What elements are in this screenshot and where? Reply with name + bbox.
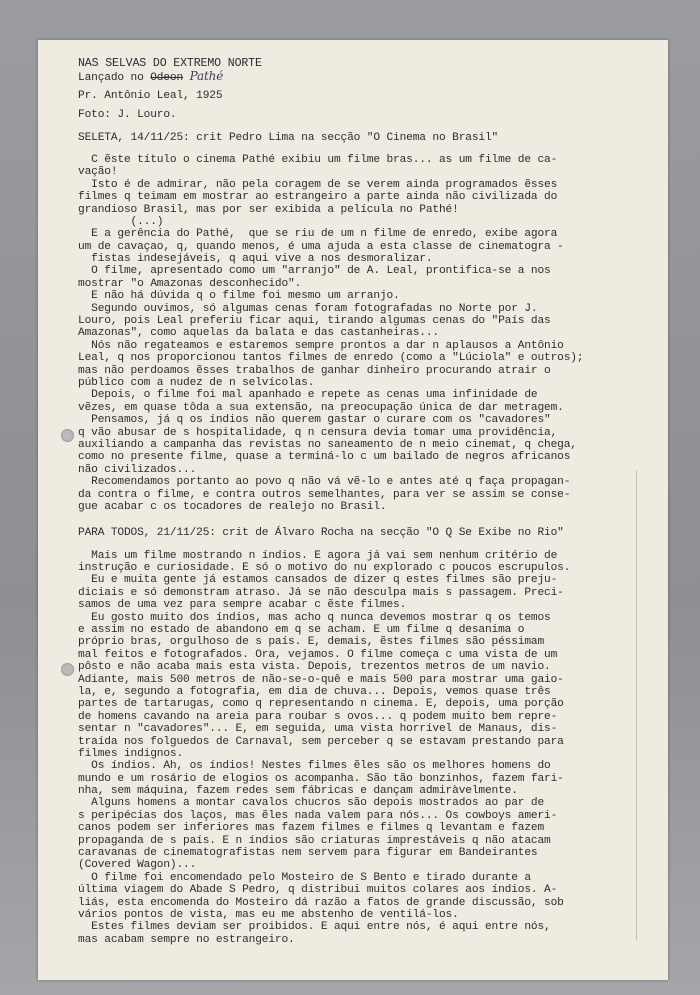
text-line: vẽzes, em quase tôda a sua extensão, na preocupação única de dar metragem.: [78, 401, 564, 414]
launch-line: [78, 69, 658, 85]
text-line: próprio bras, orgulhoso de s país. E, demais, ẽstes filmes são péssimam: [78, 636, 545, 649]
text-line: Leal, q nos proporcionou tantos filmes de enredo (como a "Lúciola" e outros);: [78, 352, 584, 365]
text-line: samos de uma vez para sempre acabar c ẽste filmes.: [78, 599, 407, 612]
text-line: Isto é de admirar, não pela coragem de se verem ainda programados ẽsses: [78, 178, 558, 191]
text-line: propaganda de s país. E n índios são criaturas imprestáveis q não atacam: [78, 834, 551, 847]
text-line: O filme foi encomendado pelo Mosteiro de S Bento e tirado durante a: [78, 871, 531, 884]
text-line: Eu gosto muito dos índios, mas acho q nunca devemos mostrar q os temos: [78, 611, 551, 624]
struck-text: Odeon: [150, 72, 184, 85]
text-line: O filme, apresentado como um "arranjo" de A. Leal, prontifica-se a nos: [78, 265, 551, 278]
text-line: grandioso Brasil, mas por ser exibida a película no Pathé!: [78, 203, 459, 216]
text-line: liás, esta encomenda do Mosteiro dá razão a fatos de grande discussão, sob: [78, 896, 564, 909]
text-line: filmes indignos.: [78, 747, 184, 760]
text-line: Recomendamos portanto ao povo q não vá vẽ-lo e antes até q faça propagan-: [78, 476, 571, 489]
text-line: Segundo ouvimos, só algumas cenas foram fotografadas no Norte por J.: [78, 302, 538, 315]
launch-prefix: Lançado no: [78, 72, 151, 85]
text-line: vários pontos de vista, mas eu me abstenho de ventilá-los.: [78, 909, 459, 921]
typewritten-page: [38, 40, 668, 980]
review-seleta: [78, 154, 658, 513]
handwritten-note: Pathé: [189, 69, 224, 84]
text-line: diciais e só demonstram atraso. Já se não desculpa mais s passagem. Preci-: [78, 586, 564, 599]
text-line: s peripécias dos laços, mas ẽles nada valem para nós... Os cowboys ameri-: [78, 809, 558, 822]
text-line: Alguns homens a montar cavalos chucros são depois mostrados ao par de: [78, 797, 545, 810]
text-line: mal feitos e fotografados. Ora, vejamos. O filme começa c uma vista de um: [78, 648, 558, 661]
film-title: NAS SELVAS DO EXTREMO NORTE: [78, 57, 262, 70]
text-line: Mais um filme mostrando n índios. E agora já vai sem nenhum critério de: [78, 549, 558, 562]
producer-line: Pr. Antônio Leal, 1925: [78, 89, 223, 102]
document-body: [78, 58, 658, 946]
text-line: nha, sem máquina, fazem redes sem fábricas e dançam admiràvelmente.: [78, 785, 518, 798]
text-line: mas não perdoamos ẽsses trabalhos de ganhar dinheiro procurando atrair o: [78, 364, 551, 377]
text-line: um de cavaçao, q, quando menos, é uma ajuda a esta classe de cinematogra -: [78, 240, 564, 253]
text-line: mas acabam sempre no estrangeiro.: [78, 933, 295, 946]
text-line: canos podem ser inferiores mas fazem filmes e filmes q levantam e fazem: [78, 822, 545, 835]
text-line: C ẽste título o cinema Pathé exibiu um filme bras... as um filme de ca-: [78, 153, 558, 166]
text-line: auxiliando a campanha das revistas no saneamento de n meio cinemat, q chega,: [78, 438, 577, 451]
text-line: fistas indesejáveis, q aqui vive a nos desmoralizar.: [78, 253, 433, 266]
review-para-todos: [78, 550, 658, 947]
text-line: mundo e um rosário de elogios os acompanha. São tão bonzinhos, fazem fari-: [78, 772, 564, 785]
text-line: e assim no estado de abandono em q se acham. E um filme q desanima o: [78, 624, 525, 637]
text-line: q vão abusar de s hospitalidade, q n censura devia tomar uma providência,: [78, 426, 558, 439]
text-line: vação!: [78, 166, 118, 179]
text-line: traída nos folguedos de Carnaval, sem perceber q se estavam prestando para: [78, 735, 564, 748]
text-line: não civilizados...: [78, 463, 197, 476]
text-line: público com a nudez de n selvícolas.: [78, 376, 315, 389]
text-line: Pensamos, já q os índios não querem gastar o curare com os "cavadores": [78, 414, 551, 427]
text-line: Depois, o filme foi mal apanhado e repete as cenas uma infinidade de: [78, 389, 538, 402]
punch-hole: [61, 429, 74, 442]
text-line: Adiante, mais 500 metros de não-se-o-quê e mais 500 para mostrar uma gaio-: [78, 673, 564, 686]
text-line: (Covered Wagon)...: [78, 859, 197, 872]
text-line: gue acabar c os tocadores de realejo no Brasil.: [78, 500, 387, 513]
text-line: E a gerência do Pathé, que se riu de um n filme de enredo, exibe agora: [78, 228, 558, 241]
text-line: como no presente filme, quase a terminá-lo c um bailado de negros africanos: [78, 451, 571, 464]
text-line: de homens cavando na areia para roubar s ovos... q podem muito bem repre-: [78, 710, 558, 723]
text-line: instrução e curiosidade. E só o motivo do nu explorado c poucos escrupulos.: [78, 562, 571, 575]
section-heading-para-todos: PARA TODOS, 21/11/25: crit de Álvaro Rocha na secção "O Q Se Exibe no Rio": [78, 527, 564, 540]
text-line: la, e, segundo a fotografia, em dia de chuva... Depois, vemos quase três: [78, 685, 551, 698]
text-line: Louro, pois Leal preferiu ficar aqui, tirando algumas cenas do "País das: [78, 315, 551, 328]
text-line: filmes q teimam em mostrar ao estrangeiro a parte ainda não civilizada do: [78, 191, 558, 204]
text-line: pôsto e não acaba mais esta vista. Depois, trezentos metros de um navio.: [78, 661, 551, 674]
text-line: caravanas de cinematografistas nem servem para figurar em Bandeirantes: [78, 847, 538, 860]
text-line: E não há dúvida q o filme foi mesmo um arranjo.: [78, 290, 400, 303]
text-line: partes de tartarugas, como q representando n cinema. E, depois, uma porção: [78, 698, 564, 711]
text-line: Os índios. Ah, os índios! Nestes filmes ẽles são os melhores homens do: [78, 760, 551, 773]
text-line: última viagem do Abade S Pedro, q distribui muitos colares aos índios. A-: [78, 884, 558, 897]
text-line: Eu e muita gente já estamos cansados de dizer q estes filmes são preju-: [78, 574, 558, 587]
text-line: Amazonas", como aquelas da balata e das castanheiras...: [78, 327, 439, 340]
photo-credit: Foto: J. Louro.: [78, 109, 177, 122]
text-line: Estes filmes deviam ser proibidos. E aqui entre nós, é aqui entre nós,: [78, 921, 551, 934]
punch-hole: [61, 663, 74, 676]
text-line: sentar n "cavadores"... E, em seguida, uma vista horrível de Manaus, dis-: [78, 723, 558, 736]
text-line: Nós não regateamos e estaremos sempre prontos a dar n aplausos a Antônio: [78, 339, 564, 352]
text-line: mostrar "o Amazonas desconhecido".: [78, 277, 302, 290]
text-line: da contra o filme, e contra outros semelhantes, para ver se assim se conse-: [78, 488, 571, 501]
section-heading-seleta: SELETA, 14/11/25: crit Pedro Lima na secção "O Cinema no Brasil": [78, 131, 499, 144]
text-line: (...): [78, 215, 164, 228]
